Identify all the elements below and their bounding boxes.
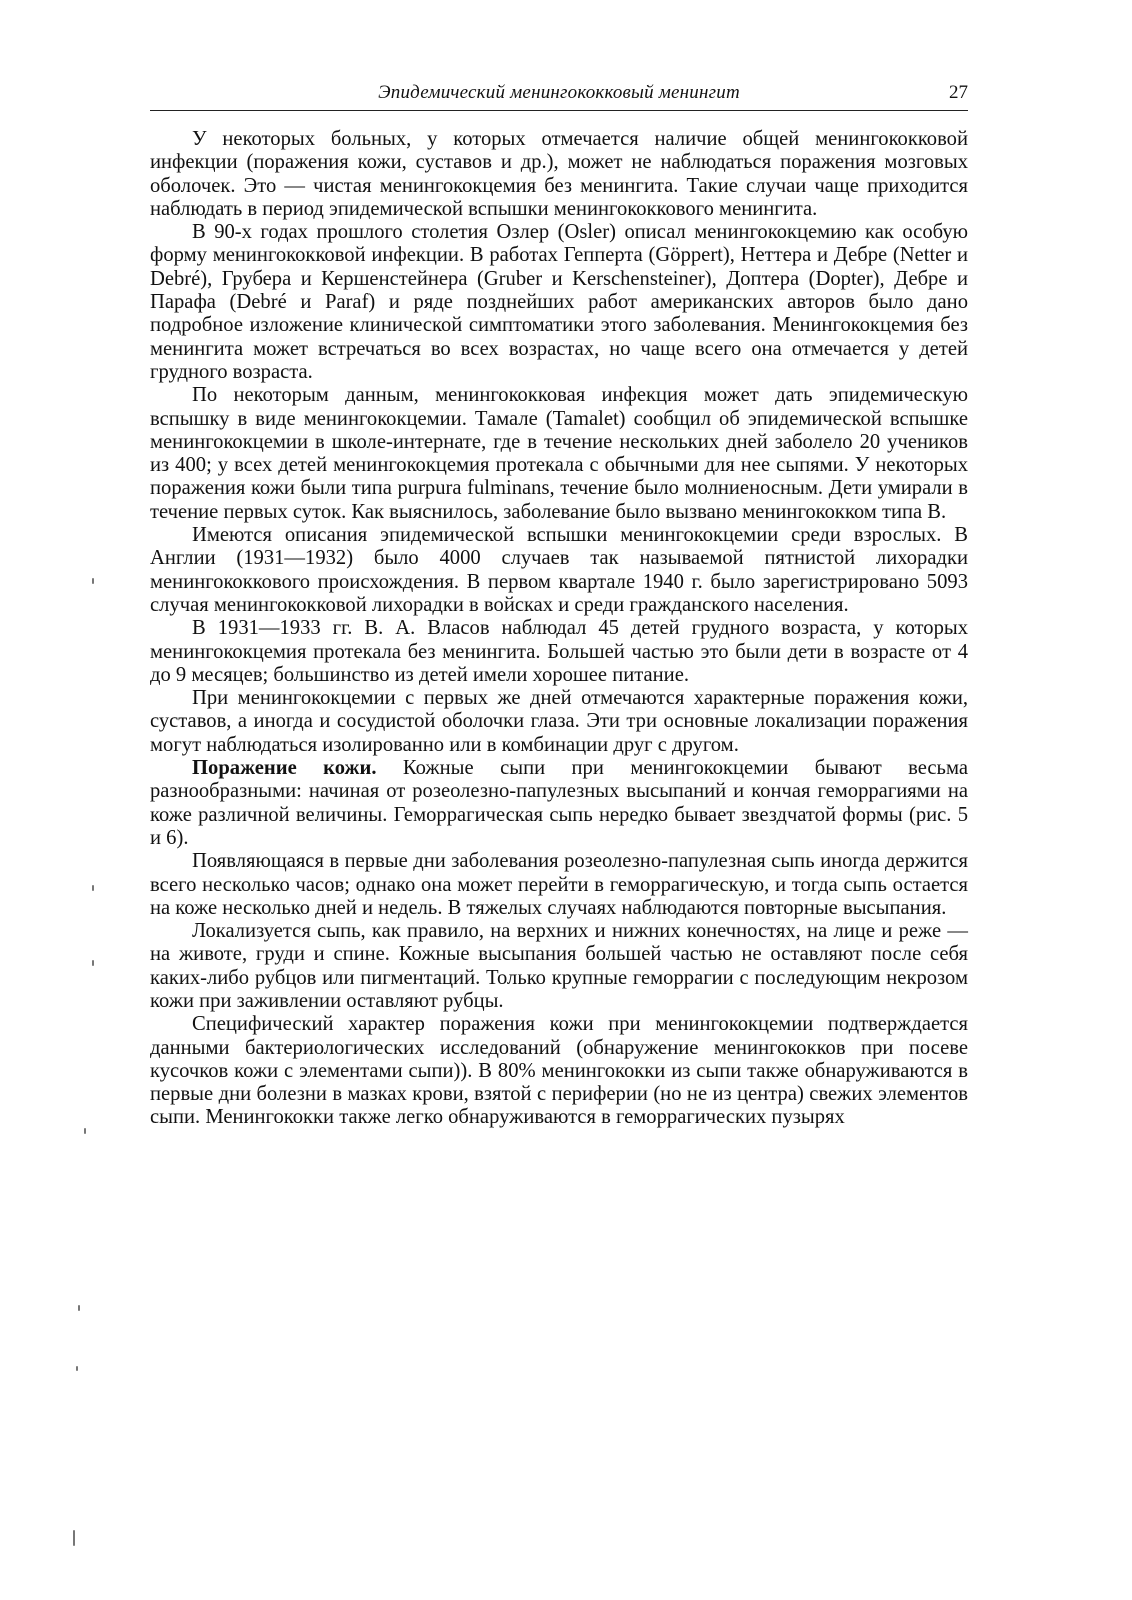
- body-text: [150, 128, 968, 1130]
- paragraph-text: У некоторых больных, у которых отмечается наличие общей менингококковой инфекции (поражения кожи, суставов и др.), может не наблюдаться поражения мозговых оболочек. Это — чистая менингококцемия без менингита. Такие случаи чаще приходится наблюдать в период эпидемической вспышки менингококкового менингита.: [150, 128, 968, 220]
- running-title: Эпидемический менингококковый менингит: [378, 82, 740, 103]
- paragraph-text: В 90-х годах прошлого столетия Озлер (Osler) описал менингококцемию как особую форму менингококковой инфекции. В работах Гепперта (Göppert), Неттера и Дебре (Netter и Debré), Грубера и Кершенстейнера (Gruber и Kerschensteiner), Доптера (Dopter), Дебре и Парафа (Debré и Paraf) и ряде позднейших работ американских авторов было дано подробное изложение клинической симптоматики этого заболевания. Менингококцемия без менингита может встречаться во всех возрастах, но чаще всего она отмечается у детей грудного возраста.: [150, 221, 968, 383]
- page-number: 27: [949, 82, 968, 103]
- margin-speck: [84, 1128, 86, 1134]
- paragraph: [150, 128, 968, 221]
- paragraph-text: В 1931—1933 гг. В. А. Власов наблюдал 45 детей грудного возраста, у которых менингококцемия протекала без менингита. Большей частью это были дети в возрасте от 4 до 9 месяцев; большинство из детей имели хорошее питание.: [150, 617, 968, 686]
- margin-speck: [73, 1530, 75, 1546]
- section-heading: Поражение кожи.: [192, 757, 377, 780]
- margin-speck: [76, 1366, 78, 1371]
- paragraph: [150, 221, 968, 384]
- margin-speck: [78, 1305, 80, 1311]
- paragraph-text: Появляющаяся в первые дни заболевания розеолезно-папулезная сыпь иногда держится всего несколько часов; однако она может перейти в геморрагическую, и тогда сыпь остается на коже несколько дней и недель. В тяжелых случаях наблюдаются повторные высыпания.: [150, 850, 968, 919]
- paragraph: [150, 920, 968, 1013]
- paragraph-text: Кожные сыпи при менингококцемии бывают весьма разнообразными: начиная от розеолезно-папулезных высыпаний и кончая геморрагиями на коже различной величины. Геморрагическая сыпь нередко бывает звездчатой формы (рис. 5 и 6).: [150, 757, 968, 849]
- paragraph: [150, 757, 968, 850]
- running-header: [150, 80, 968, 111]
- paragraph-text: Имеются описания эпидемической вспышки менингококцемии среди взрослых. В Англии (1931—1932) было 4000 случаев так называемой пятнистой лихорадки менингококкового происхождения. В первом квартале 1940 г. было зарегистрировано 5093 случая менингококковой лихорадки в войсках и среди гражданского населения.: [150, 524, 968, 616]
- paragraph: [150, 850, 968, 920]
- paragraph-text: При менингококцемии с первых же дней отмечаются характерные поражения кожи, суставов, а иногда и сосудистой оболочки глаза. Эти три основные локализации поражения могут наблюдаться изолированно или в комбинации друг с другом.: [150, 687, 968, 756]
- margin-speck: [92, 578, 94, 584]
- paragraph: [150, 384, 968, 524]
- paragraph-text: Специфический характер поражения кожи при менингококцемии подтверждается данными бактериологических исследований (обнаружение менингококков при посеве кусочков кожи с элементами сыпи)). В 80% менингококки из сыпи также обнаруживаются в первые дни болезни в мазках крови, взятой с периферии (но не из центра) свежих элементов сыпи. Менингококки также легко обнаруживаются в геморрагических пузырях: [150, 1013, 968, 1129]
- paragraph: [150, 617, 968, 687]
- paragraph: [150, 687, 968, 757]
- margin-speck: [92, 885, 94, 891]
- margin-speck: [92, 960, 94, 966]
- paragraph-text: По некоторым данным, менингококковая инфекция может дать эпидемическую вспышку в виде менингококцемии. Тамале (Tamalet) сообщил об эпидемической вспышке менингококцемии в школе-интернате, где в течение нескольких дней заболело 20 учеников из 400; у всех детей менингококцемия протекала с обычными для нее сыпями. У некоторых поражения кожи были типа purpura fulminans, течение было молниеносным. Дети умирали в течение первых суток. Как выяснилось, заболевание было вызвано менингококком типа В.: [150, 384, 968, 523]
- paragraph: [150, 1013, 968, 1129]
- paragraph-text: Локализуется сыпь, как правило, на верхних и нижних конечностях, на лице и реже — на животе, груди и спине. Кожные высыпания большей частью не оставляют после себя каких-либо рубцов или пигментаций. Только крупные геморрагии с последующим некрозом кожи при заживлении оставляют рубцы.: [150, 920, 968, 1012]
- paragraph: [150, 524, 968, 617]
